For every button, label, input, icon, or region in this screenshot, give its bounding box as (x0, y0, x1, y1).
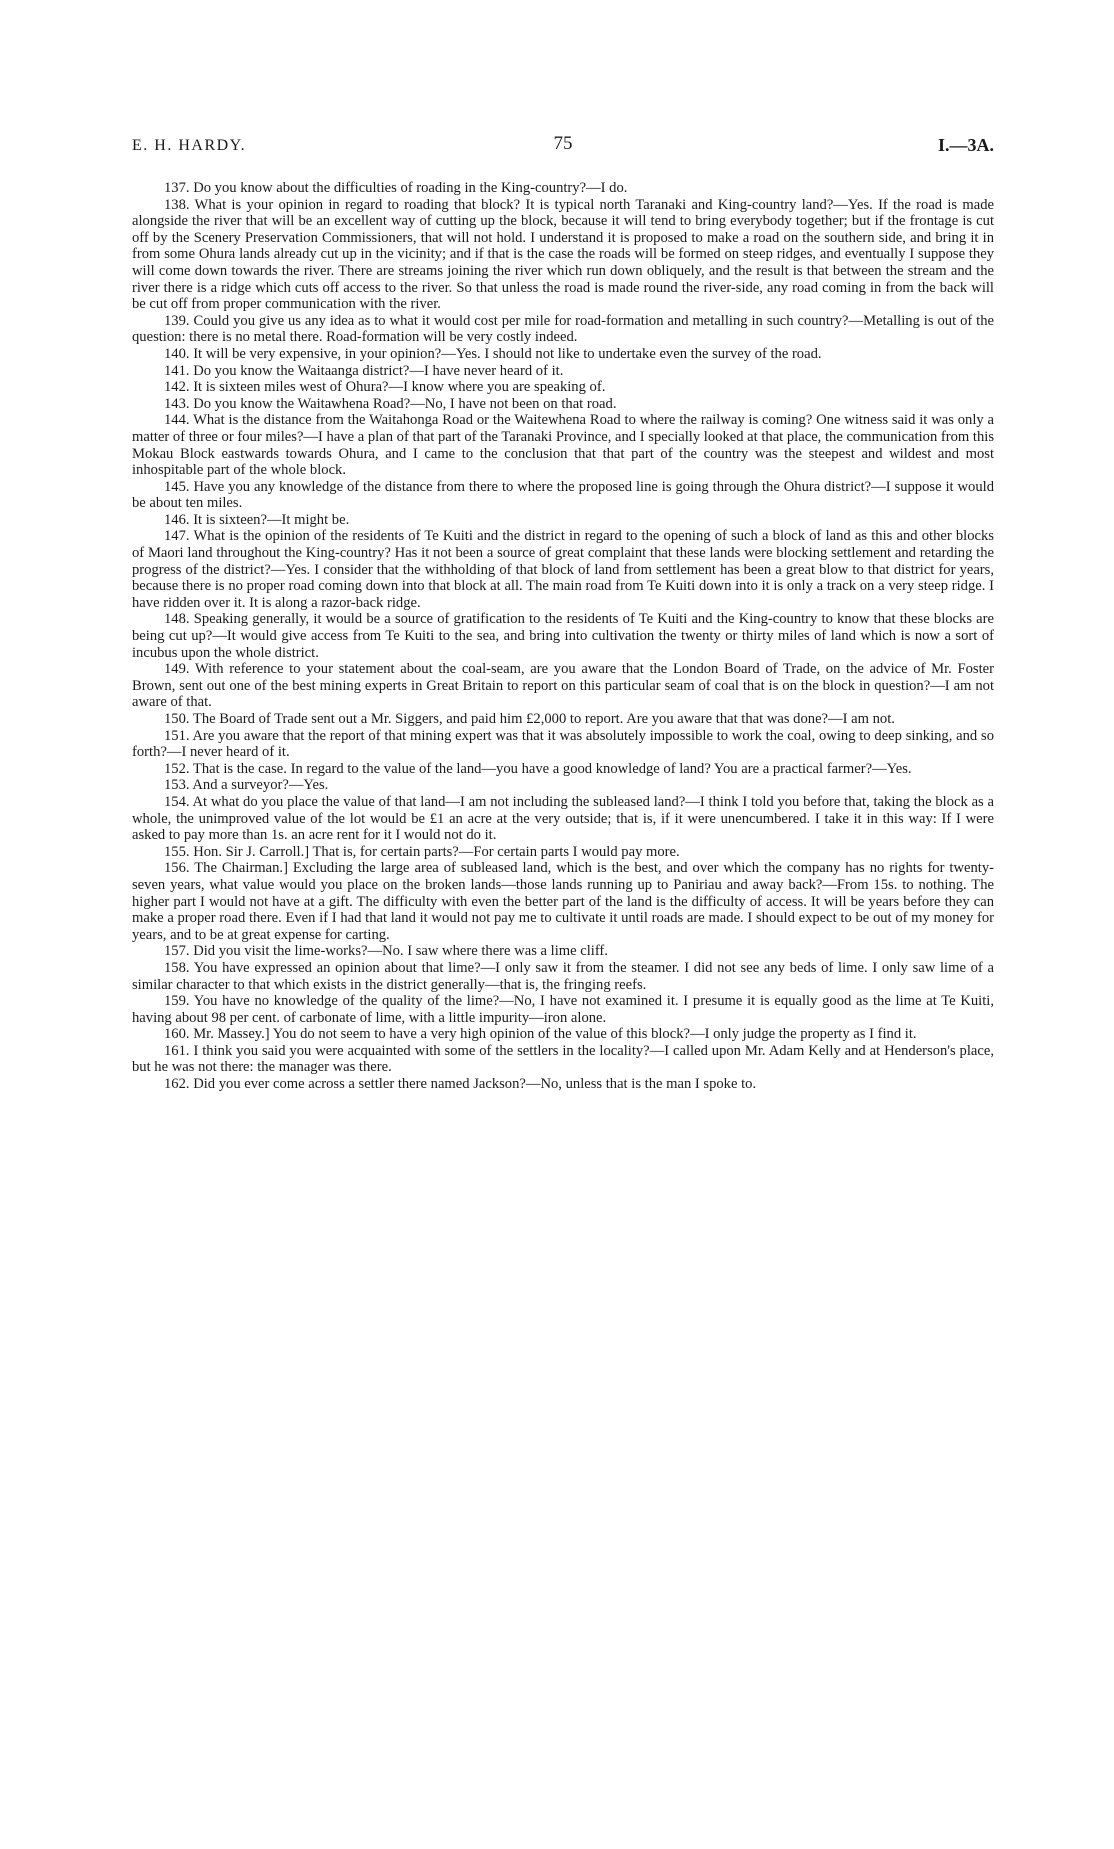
paragraph-138: 138. What is your opinion in regard to roading that block? It is typical north Taranaki and King-country land?—Yes. If the road is made alongside the river that will be an excellent way of cutting up the block, because it will tend to bring everybody together; but if the frontage is cut off by the Scenery Preservation Commissioners, that will not hold. I understand it is proposed to make a road on the southern side, and bring it in from some Ohura lands already cut up in the vicinity; and if that is the case the roads will be formed on steep ridges, and eventually I suppose they will come down towards the river. There are streams joining the river which run down obliquely, and the result is that between the stream and the river there is a ridge which cuts off access to the river. So that unless the road is made round the river-side, any road coming in from the back will be cut off from proper communication with the river. (132, 196, 994, 313)
paragraph-153: 153. And a surveyor?—Yes. (164, 777, 329, 794)
paragraph-146: 146. It is sixteen?—It might be. (164, 511, 350, 528)
paragraph-147: 147. What is the opinion of the residents of Te Kuiti and the district in regard to the opening of such a block of land as this and other blocks of Maori land throughout the King-country? Has it not been a source of great complaint that these lands were blocking settlement and retarding the progress of the district?—Yes. I consider that the withholding of that block of land from settlement has been a great blow to that district for years, because there is no proper road coming down into that block at all. The main road from Te Kuiti down into it is only a track on a very steep ridge. I have ridden over it. It is along a razor-back ridge. (132, 528, 994, 611)
paragraph-158: 158. You have expressed an opinion about that lime?—I only saw it from the steamer. I did not see any beds of lime. I only saw lime of a similar character to that which exists in the district generally—that is, the fringing reefs. (132, 959, 994, 993)
paragraph-154: 154. At what do you place the value of that land—I am not including the subleased land?—I think I told you before that, taking the block as a whole, the unimproved value of the lot would be £1 an acre at the very outside; that is, if it were unencumbered. I take it in this way: If I were asked to pay more than 1s. an acre rent for it I would not do it. (132, 793, 994, 844)
paragraph-160: 160. Mr. Massey.] You do not seem to have a very high opinion of the value of this block?—I only judge the property as I find it. (164, 1026, 917, 1043)
paragraph-139: 139. Could you give us any idea as to what it would cost per mile for road-formation and metalling in such country?—Metalling is out of the question: there is no metal there. Road-formation will be very costly indeed. (132, 312, 994, 346)
page-number: 75 (553, 133, 573, 154)
paragraph-145: 145. Have you any knowledge of the distance from there to where the proposed line is going through the Ohura district?—I suppose it would be about ten miles. (132, 478, 994, 512)
paragraph-159: 159. You have no knowledge of the quality of the lime?—No, I have not examined it. I presume it is equally good as the lime at Te Kuiti, having about 98 per cent. of carbonate of lime, with a little impurity—iron alone. (132, 993, 994, 1026)
document-page (132, 0, 994, 1849)
header-witness-name: E. H. HARDY. (132, 137, 247, 154)
paragraph-144: 144. What is the distance from the Waitahonga Road or the Waitewhena Road to where the railway is coming? One witness said it was only a matter of three or four miles?—I have a plan of that part of the Taranaki Province, and I specially looked at that place, the communication from this Mokau Block eastwards towards Ohura, and I came to the conclusion that that part of the country was the steepest and wildest and most inhospitable part of the whole block. (132, 412, 994, 479)
paragraph-162: 162. Did you ever come across a settler there named Jackson?—No, unless that is the man I spoke to. (164, 1076, 757, 1093)
document-reference: I.—3A. (937, 135, 994, 155)
paragraph-152: 152. That is the case. In regard to the value of the land—you have a good knowledge of land? You are a practical farmer?—Yes. (164, 760, 912, 777)
paragraph-137: 137. Do you know about the difficulties of roading in the King-country?—I do. (164, 180, 628, 196)
page-header (132, 133, 994, 159)
evidence-text (132, 180, 994, 1093)
paragraph-157: 157. Did you visit the lime-works?—No. I saw where there was a lime cliff. (164, 943, 608, 960)
paragraph-161: 161. I think you said you were acquainted with some of the settlers in the locality?—I called upon Mr. Adam Kelly and at Henderson's place, but he was not there: the manager was there. (132, 1042, 994, 1076)
paragraph-141: 141. Do you know the Waitaanga district?—I have never heard of it. (164, 362, 564, 379)
paragraph-155: 155. Hon. Sir J. Carroll.] That is, for certain parts?—For certain parts I would pay more. (164, 843, 680, 860)
paragraph-156: 156. The Chairman.] Excluding the large area of subleased land, which is the best, and over which the company has no rights for twenty-seven years, what value would you place on the broken lands—those lands running up to Paniriau and away back?—From 15s. to nothing. The higher part I would not have at a gift. The difficulty with even the better part of the land is the difficulty of access. It will be years before they can make a proper road there. Even if I had that land it would not pay me to cultivate it until roads are made. I should expect to be out of my money for years, and to be at great expense for carting. (132, 860, 994, 943)
paragraph-150: 150. The Board of Trade sent out a Mr. Siggers, and paid him £2,000 to report. Are you aware that that was done?—I am not. (164, 711, 895, 727)
paragraph-149: 149. With reference to your statement about the coal-seam, are you aware that the London Board of Trade, on the advice of Mr. Foster Brown, sent out one of the best mining experts in Great Britain to report on this particular seam of coal that is on the block in question?—I am not aware of that. (132, 661, 994, 711)
paragraph-140: 140. It will be very expensive, in your opinion?—Yes. I should not like to undertake even the survey of the road. (164, 345, 822, 362)
paragraph-143: 143. Do you know the Waitawhena Road?—No, I have not been on that road. (164, 395, 617, 412)
paragraph-142: 142. It is sixteen miles west of Ohura?—I know where you are speaking of. (164, 379, 606, 396)
paragraph-148: 148. Speaking generally, it would be a source of gratification to the residents of Te Kuiti and the King-country to know that these blocks are being cut up?—It would give access from Te Kuiti to the sea, and bring into cultivation the twenty or thirty miles of land which is now a sort of incubus upon the whole district. (132, 611, 994, 661)
paragraph-151: 151. Are you aware that the report of that mining expert was that it was absolutely impossible to work the coal, owing to deep sinking, and so forth?—I never heard of it. (132, 727, 994, 761)
